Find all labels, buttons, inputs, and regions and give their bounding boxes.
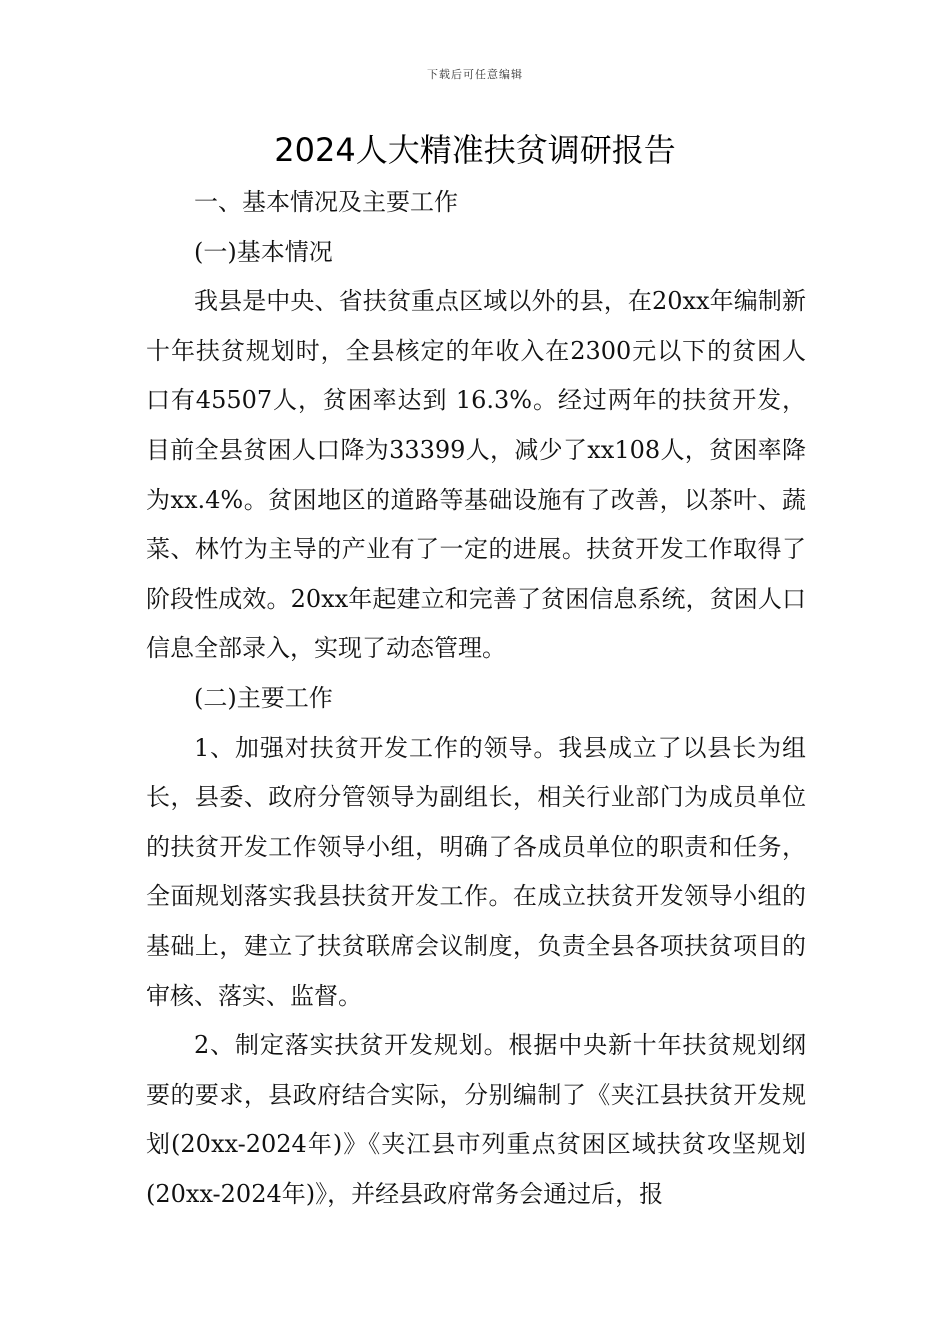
subsection-heading-main-work: (二)主要工作 — [194, 683, 333, 712]
document-body — [146, 178, 806, 1219]
section-heading-1: 一、基本情况及主要工作 — [194, 188, 458, 216]
header-note: 下载后可任意编辑 — [427, 68, 523, 81]
paragraph-work-item-2: 2、制定落实扶贫开发规划。根据中央新十年扶贫规划纲要的要求，县政府结合实际，分别编制了《夹江县扶贫开发规划(20xx-2024年)》《夹江县市列重点贫困区域扶贫攻坚规划(20xx-2024年)》，并经县政府常务会通过后，报 — [146, 1031, 806, 1208]
paragraph-work-item-1: 1、加强对扶贫开发工作的领导。我县成立了以县长为组长，县委、政府分管领导为副组长，相关行业部门为成员单位的扶贫开发工作领导小组，明确了各成员单位的职责和任务，全面规划落实我县扶贫开发工作。在成立扶贫开发领导小组的基础上，建立了扶贫联席会议制度，负责全县各项扶贫项目的审核、落实、监督。 — [146, 733, 806, 1010]
subsection-heading-basic: (一)基本情况 — [194, 237, 333, 266]
document-title: 2024人大精准扶贫调研报告 — [274, 131, 676, 169]
paragraph-basic-situation: 我县是中央、省扶贫重点区域以外的县，在20xx年编制新十年扶贫规划时，全县核定的年收入在2300元以下的贫困人口有45507人，贫困率达到 16.3%。经过两年的扶贫开发，目前全县贫困人口降为33399人，减少了xx108人，贫困率降为xx.4%。贫困地区的道路等基础设施有了改善，以茶叶、蔬菜、林竹为主导的产业有了一定的进展。扶贫开发工作取得了阶段性成效。20xx年起建立和完善了贫困信息系统，贫困人口信息全部录入，实现了动态管理。 — [146, 287, 806, 663]
